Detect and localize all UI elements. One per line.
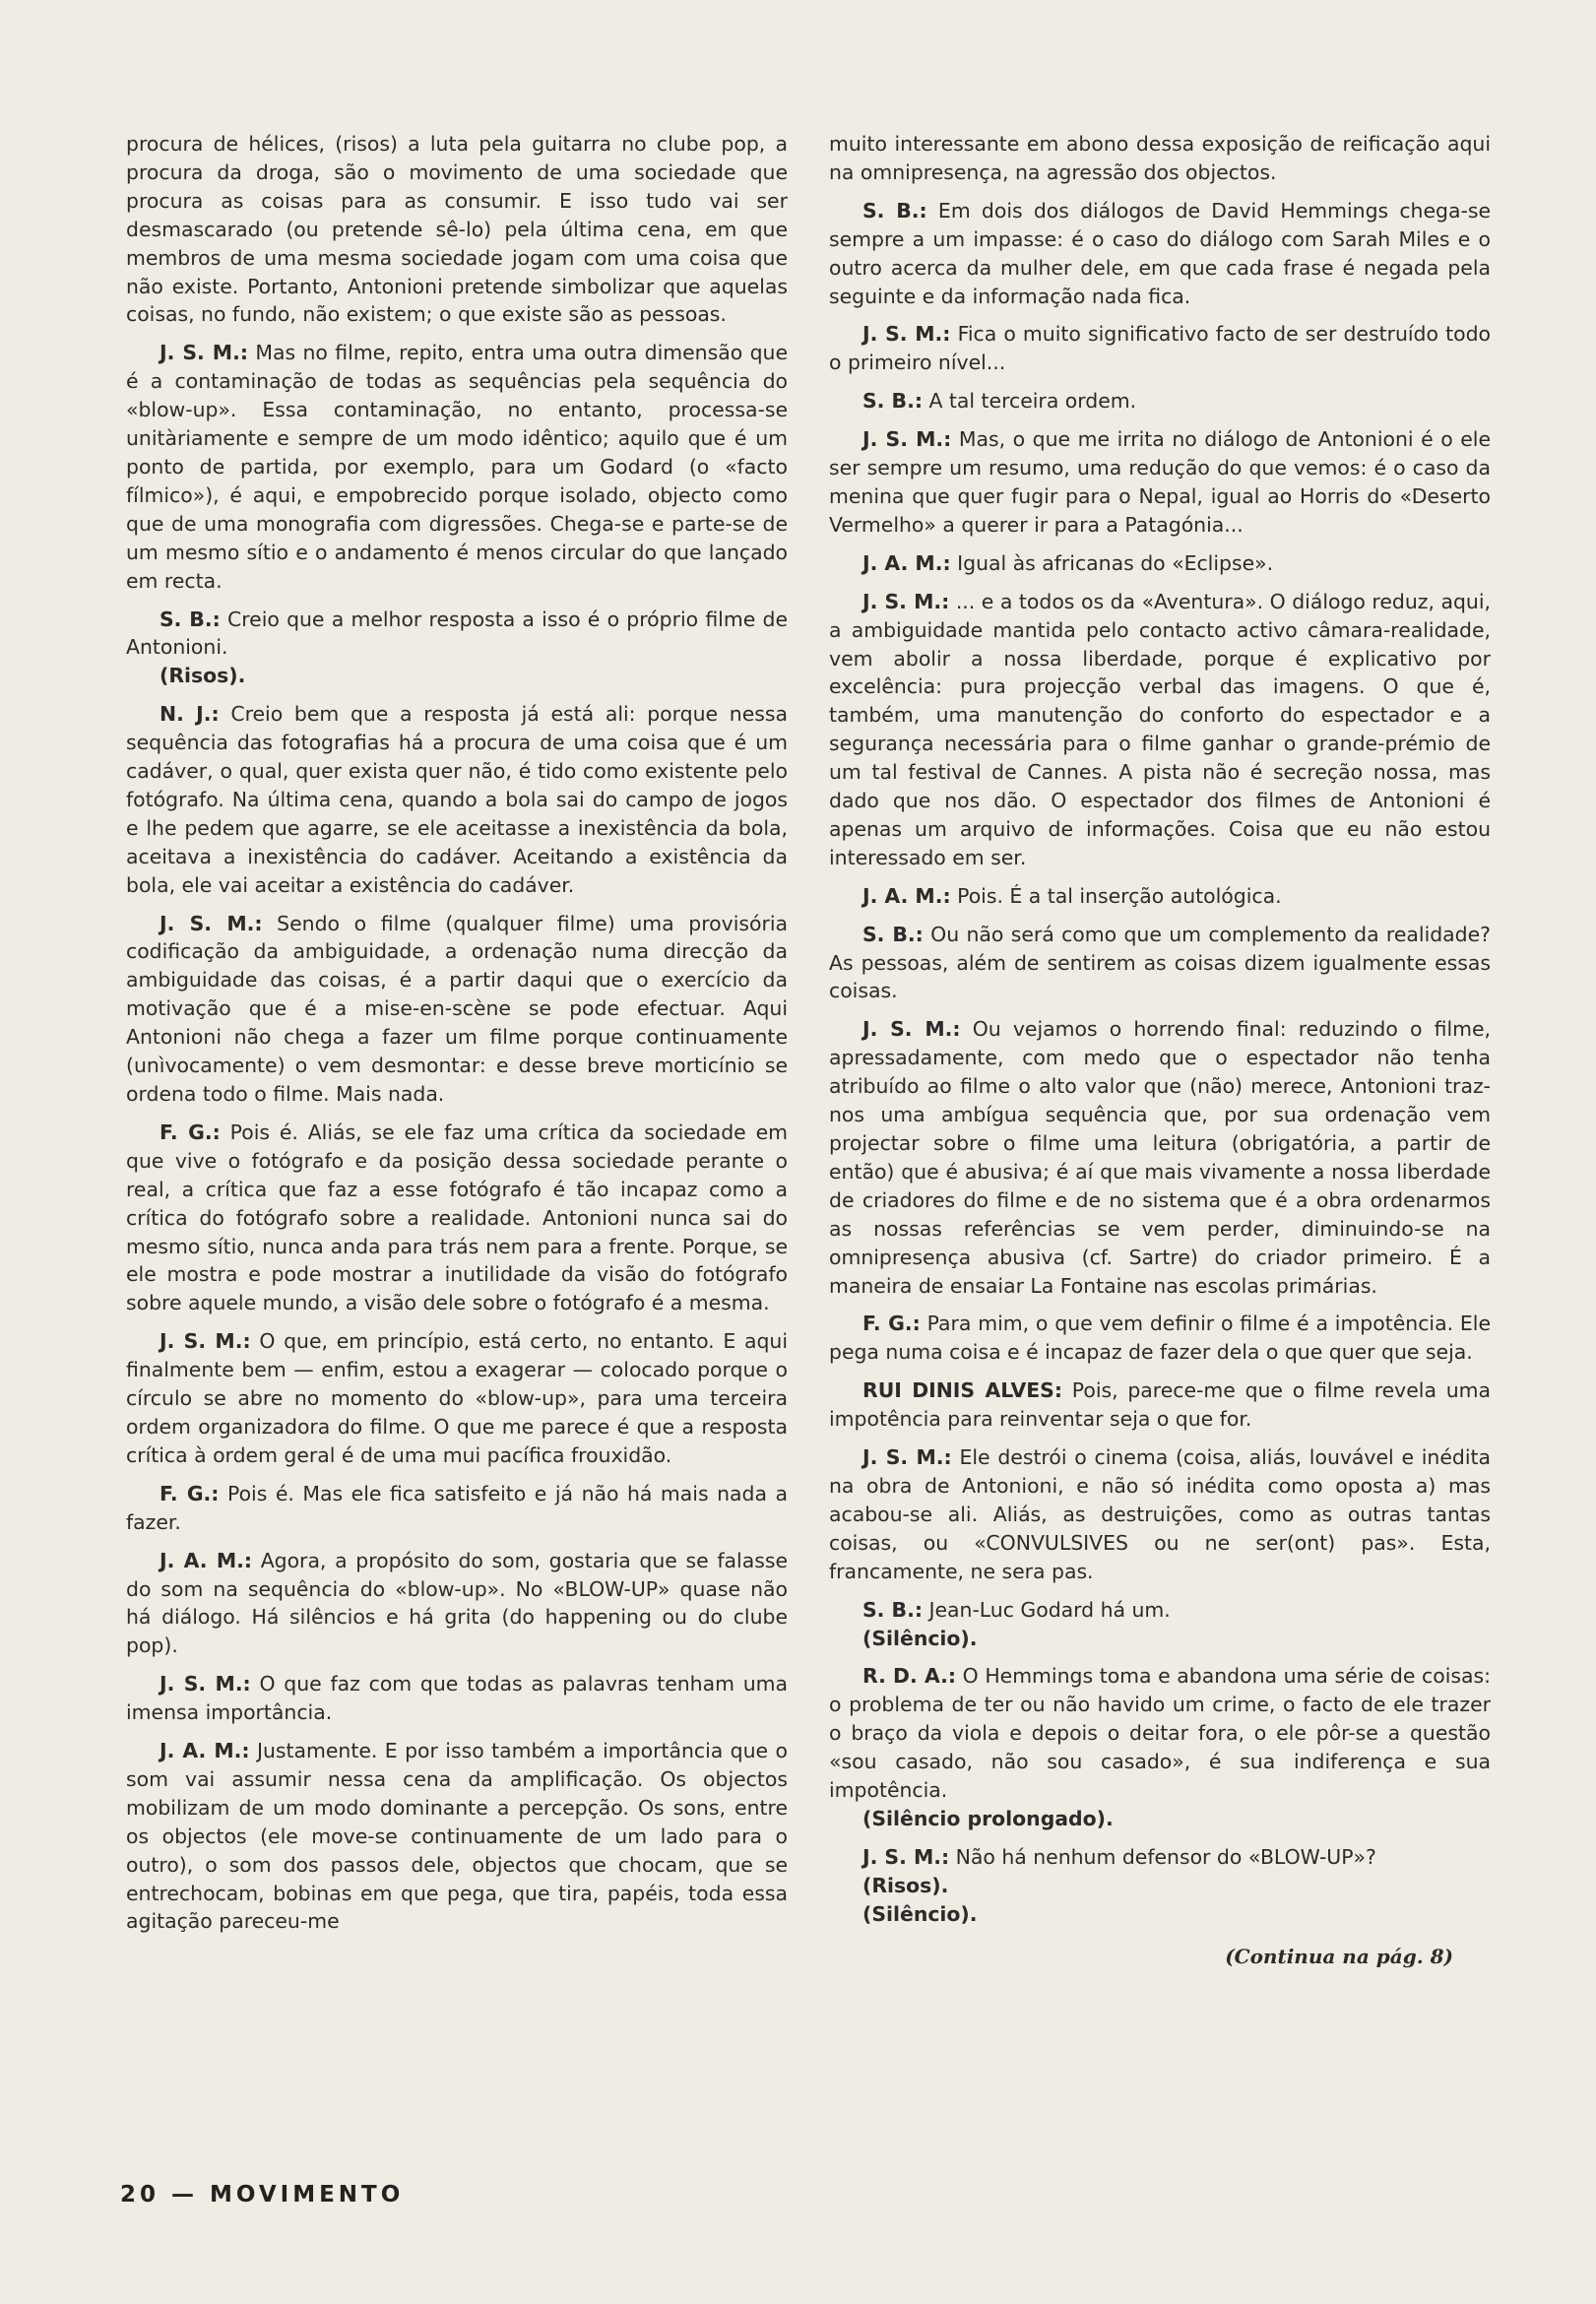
paragraph-text: Pois. É a tal inserção autológica.: [950, 883, 1282, 908]
paragraph-text: Jean-Luc Godard há um.: [922, 1597, 1171, 1622]
speaker-name: J. A. M.:: [862, 550, 951, 575]
dialogue-paragraph: [829, 882, 1491, 911]
speaker-name: J. S. M.:: [160, 911, 263, 935]
dialogue-paragraph: [829, 197, 1491, 311]
dialogue-paragraph: [126, 1119, 788, 1317]
dialogue-paragraph: [829, 1662, 1491, 1805]
dialogue-paragraph: [829, 1443, 1491, 1586]
dialogue-paragraph: [126, 1547, 788, 1661]
speaker-name: J. S. M.:: [862, 589, 950, 613]
speaker-name: RUI DINIS ALVES:: [862, 1378, 1062, 1403]
paragraph-text: ... e a todos os da «Aventura». O diálogo reduz, aqui, a ambiguidade mantida pelo contacto activo câmara-realidade, vem abolir a nossa liberdade, porque é explicativo por excelência: pura projecção verbal das imagens. O que é, também, uma manutenção do conforto do espectador e a segurança necessária para o filme ganhar o grande-prémio de um tal festival de Cannes. A pista não é secreção nossa, mas dado que nos dão. O espectador dos filmes de Antonioni é apenas um arquivo de informações. Coisa que eu não estou interessado em ser.: [829, 589, 1492, 869]
paragraph-text: Ele destrói o cinema (coisa, aliás, louvável e inédita na obra de Antonioni, e não só inédita como oposta a) mas acabou-se ali. Aliás, as destruições, como as outras tantas coisas, ou «CONVULSIVES ou ne ser(ont) pas». Esta, francamente, ne sera pas.: [829, 1445, 1492, 1583]
dialogue-paragraph: [829, 387, 1491, 416]
stage-direction: (Risos).: [160, 664, 246, 688]
speaker-name: J. S. M.:: [862, 1445, 952, 1470]
stage-direction: (Silêncio).: [862, 1626, 978, 1650]
dialogue-paragraph: [829, 588, 1491, 872]
paragraph-text: Mas, o que me irrita no diálogo de Antonioni é o ele ser sempre um resumo, uma redução do que vemos: é o caso da menina que quer fugir para o Nepal, igual ao Horris do «Deserto Vermelho» a querer ir para a Patagónia...: [829, 427, 1491, 537]
right-column: [829, 130, 1491, 1970]
stage-direction: (Risos).: [862, 1873, 949, 1897]
paragraph-text: Para mim, o que vem definir o filme é a impotência. Ele pega numa coisa e é incapaz de fazer dela o que quer que seja.: [829, 1312, 1491, 1365]
dialogue-paragraph: [829, 425, 1491, 540]
speaker-name: F. G.:: [160, 1481, 220, 1505]
dialogue-paragraph: [829, 1376, 1491, 1434]
speaker-name: J. A. M.:: [160, 1548, 253, 1572]
paragraph-text: Creio bem que a resposta já está ali: porque nessa sequência das fotografias há a procura de uma coisa que é um cadáver, o qual, quer exista quer não, é tido como existente pelo fotógrafo. Na última cena, quando a bola sai do campo de jogos e lhe pedem que agarre, se ele aceitasse a inexistência da bola, aceitava a inexistência do cadáver. Aceitando a existência da bola, ele vai aceitar a existência do cadáver.: [126, 702, 788, 897]
paragraph-text: O que faz com que todas as palavras tenham uma imensa importância.: [126, 1672, 788, 1725]
speaker-name: S. B.:: [862, 198, 927, 223]
speaker-name: J. S. M.:: [160, 341, 248, 365]
left-column: [126, 130, 788, 1946]
paragraph-text: O que, em princípio, está certo, no entanto. E aqui finalmente bem — enfim, estou a exagerar — colocado porque o círculo se abre no momento do «blow-up», para uma terceira ordem organizadora do filme. O que me parece é que a resposta crítica à ordem geral é de uma mui pacífica frouxidão.: [126, 1329, 789, 1467]
dialogue-paragraph: [126, 130, 788, 329]
speaker-name: J. S. M.:: [862, 1017, 961, 1042]
speaker-name: S. B.:: [862, 389, 923, 414]
dialogue-paragraph: [829, 921, 1491, 1006]
speaker-name: S. B.:: [160, 607, 221, 631]
speaker-name: J. S. M.:: [160, 1329, 251, 1354]
speaker-name: J. A. M.:: [862, 883, 951, 908]
continuation-note: (Continua na pág. 8): [1225, 1944, 1453, 1968]
paragraph-text: Sendo o filme (qualquer filme) uma provisória codificação da ambiguidade, a ordenação numa direcção da ambiguidade das coisas, é a partir daqui que o exercício da motivação que é a mise-en-scène se pode efectuar. Aqui Antonioni não chega a fazer um filme porque continuamente (unìvocamente) o vem desmontar: e desse breve morticínio se ordena todo o filme. Mais nada.: [126, 911, 788, 1106]
dialogue-paragraph: [829, 1596, 1491, 1625]
paragraph-text: Pois é. Mas ele fica satisfeito e já não há mais nada a fazer.: [126, 1481, 788, 1534]
stage-direction: (Silêncio).: [862, 1901, 978, 1926]
dialogue-paragraph: [829, 130, 1491, 187]
dialogue-paragraph: [126, 1480, 788, 1537]
speaker-name: R. D. A.:: [862, 1664, 957, 1689]
dialogue-paragraph: [829, 320, 1491, 377]
paragraph-text: procura de hélices, (risos) a luta pela guitarra no clube pop, a procura da droga, são o movimento de uma sociedade que procura as coisas para as consumir. E isso tudo vai ser desmascarado (ou pretende sê-lo) pela última cena, em que membros de uma mesma sociedade jogam com uma coisa que não existe. Portanto, Antonioni pretende simbolizar que aquelas coisas, no fundo, não existem; o que existe são as pessoas.: [126, 132, 788, 327]
speaker-name: J. S. M.:: [160, 1672, 251, 1696]
dialogue-paragraph: [829, 549, 1491, 578]
speaker-name: J. A. M.:: [160, 1739, 250, 1763]
dialogue-paragraph: [126, 339, 788, 595]
dialogue-paragraph: [126, 1327, 788, 1470]
dialogue-paragraph: [829, 1843, 1491, 1872]
paragraph-text: O Hemmings toma e abandona uma série de coisas: o problema de ter ou não havido um crime, o facto de ele trazer o braço da viola e depois o deitar fora, o ele pôr-se a questão «sou casado, não sou casado», é sua indiferença e sua impotência.: [829, 1664, 1491, 1803]
paragraph-text: Igual às africanas do «Eclipse».: [950, 550, 1274, 575]
dialogue-paragraph: [126, 1670, 788, 1727]
speaker-name: J. S. M.:: [862, 1844, 950, 1869]
speaker-name: S. B.:: [862, 1597, 923, 1622]
paragraph-text: Mas no filme, repito, entra uma outra dimensão que é a contaminação de todas as sequências pela sequência do «blow-up». Essa contaminação, no entanto, processa-se unitàriamente e sempre de um modo idêntico; aquilo que é um ponto de partida, por exemplo, para um Godard (o «facto fílmico»), é aqui, e empobrecido porque isolado, objecto como que de uma monografia com digressões. Chega-se e parte-se de um mesmo sítio e o andamento é menos circular do que lançado em recta.: [126, 341, 788, 593]
speaker-name: F. G.:: [862, 1312, 921, 1336]
paragraph-text: Agora, a propósito do som, gostaria que se falasse do som na sequência do «blow-up». No «BLOW-UP» quase não há diálogo. Há silêncios e há grita (do happening ou do clube pop).: [126, 1548, 788, 1658]
paragraph-text: Ou vejamos o horrendo final: reduzindo o filme, apressadamente, com medo que o espectador não tenha atribuído ao filme o alto valor que (não) merece, Antonioni traz-nos uma ambígua sequência que, por sua ordenação vem projectar sobre o filme uma leitura (obrigatória, a partir de então) que é abusiva; é aí que mais vivamente a nossa liberdade de criadores do filme e de no sistema que é a obra ordenarmos as nossas referências se vem perder, diminuindo-se na omnipresença abusiva (cf. Sartre) do criador primeiro. É a maneira de ensaiar La Fontaine nas escolas primárias.: [829, 1017, 1492, 1298]
speaker-name: J. S. M.:: [862, 427, 952, 452]
paragraph-text: Justamente. E por isso também a importância que o som vai assumir nessa cena da amplificação. Os objectos mobilizam de um modo dominante a percepção. Os sons, entre os objectos (ele move-se continuamente de um lado para o outro), o som dos passos dele, objectos que chocam, que se entrechocam, bobinas em que pega, que tira, papéis, toda essa agitação pareceu-me: [126, 1739, 788, 1934]
speaker-name: F. G.:: [160, 1120, 221, 1144]
dialogue-paragraph: [126, 606, 788, 663]
speaker-name: J. S. M.:: [862, 322, 951, 347]
dialogue-paragraph: [126, 1737, 788, 1936]
page-footer: 20 — MOVIMENTO: [120, 2182, 405, 2208]
paragraph-text: Não há nenhum defensor do «BLOW-UP»?: [949, 1844, 1376, 1869]
paragraph-text: Ou não será como que um complemento da realidade? As pessoas, além de sentirem as coisas dizem igualmente essas coisas.: [829, 922, 1491, 1003]
dialogue-paragraph: [126, 700, 788, 899]
speaker-name: N. J.:: [160, 702, 220, 727]
paragraph-text: muito interessante em abono dessa exposição de reificação aqui na omnipresença, na agressão dos objectos.: [829, 132, 1491, 184]
paragraph-text: Fica o muito significativo facto de ser destruído todo o primeiro nível...: [829, 322, 1491, 375]
paragraph-text: Pois é. Aliás, se ele faz uma crítica da sociedade em que vive o fotógrafo e da posição dessa sociedade perante o real, a crítica que faz a esse fotógrafo é tão incapaz como a crítica do fotógrafo sobre a realidade. Antonioni nunca sai do mesmo sítio, nunca anda para trás nem para a frente. Porque, se ele mostra e pode mostrar a inutilidade da visão do fotógrafo sobre aquele mundo, a visão dele sobre o fotógrafo é a mesma.: [126, 1120, 788, 1315]
dialogue-paragraph: [829, 1015, 1491, 1300]
paragraph-text: Em dois dos diálogos de David Hemmings chega-se sempre a um impasse: é o caso do diálogo com Sarah Miles e o outro acerca da mulher dele, em que cada frase é negada pela seguinte e da informação nada fica.: [829, 198, 1491, 308]
paragraph-text: Pois, parece-me que o filme revela uma impotência para reinventar seja o que for.: [829, 1378, 1491, 1432]
stage-direction: (Silêncio prolongado).: [862, 1806, 1114, 1830]
paragraph-text: Creio que a melhor resposta a isso é o próprio filme de Antonioni.: [126, 607, 788, 660]
paragraph-text: A tal terceira ordem.: [922, 389, 1137, 414]
speaker-name: S. B.:: [862, 922, 924, 946]
dialogue-paragraph: [829, 1310, 1491, 1367]
dialogue-paragraph: [126, 910, 788, 1109]
